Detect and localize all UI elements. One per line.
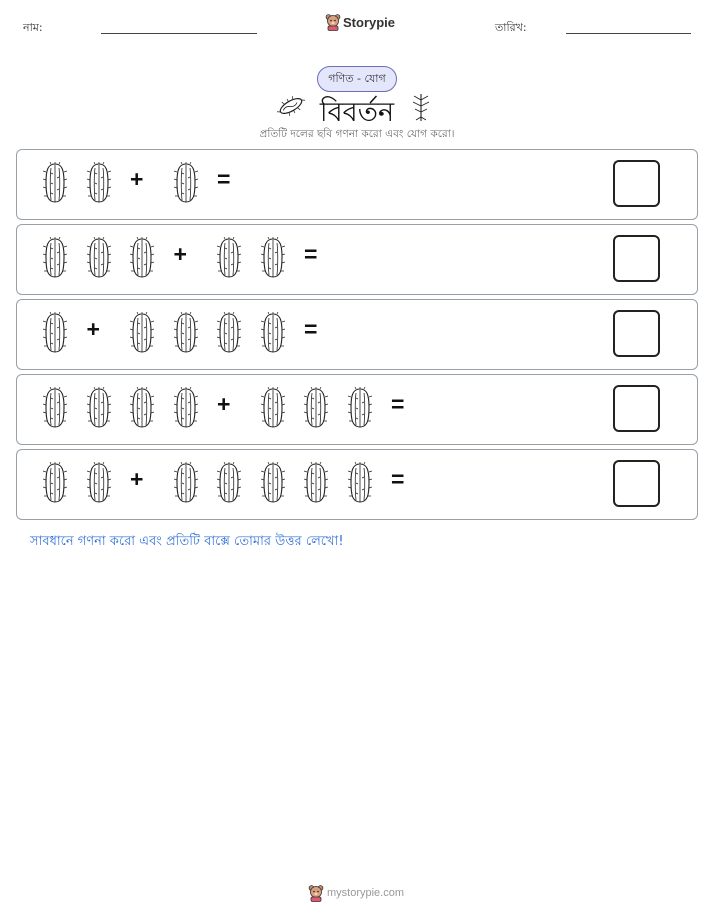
cactus-icon <box>87 462 111 504</box>
cactus-icon <box>87 162 111 204</box>
problem-list <box>16 149 698 524</box>
cactus-icon <box>43 462 67 504</box>
answer-box[interactable] <box>613 160 660 207</box>
problem-row <box>16 449 698 520</box>
cactus-item <box>87 462 111 508</box>
date-line[interactable] <box>566 33 691 34</box>
answer-box[interactable] <box>613 235 660 282</box>
cactus-icon <box>130 387 154 429</box>
cactus-item <box>130 312 154 358</box>
equals-sign: = <box>391 391 405 417</box>
cactus-item <box>43 237 67 283</box>
cactus-icon <box>130 237 154 279</box>
cactus-icon <box>174 387 198 429</box>
cactus-item <box>43 312 67 358</box>
cactus-item <box>43 162 67 208</box>
cactus-icon <box>304 462 328 504</box>
equals-sign: = <box>304 316 318 342</box>
cactus-item <box>174 462 198 508</box>
problem-row <box>16 374 698 445</box>
problem-row <box>16 299 698 370</box>
problem-row <box>16 149 698 220</box>
cactus-icon <box>261 237 285 279</box>
bear-logo-icon <box>325 13 341 31</box>
cactus-icon <box>348 387 372 429</box>
cactus-icon <box>43 162 67 204</box>
cactus-icon <box>261 462 285 504</box>
cactus-item <box>87 237 111 283</box>
answer-box[interactable] <box>613 310 660 357</box>
equals-sign: = <box>217 166 231 192</box>
cactus-item <box>87 387 111 433</box>
plus-sign: + <box>173 241 187 267</box>
date-label: তারিখ: <box>495 21 527 34</box>
cactus-item <box>87 162 111 208</box>
cactus-item <box>174 162 198 208</box>
footer <box>308 884 404 902</box>
cactus-icon <box>43 312 67 354</box>
cactus-icon <box>43 237 67 279</box>
answer-box[interactable] <box>613 385 660 432</box>
cactus-item <box>174 387 198 433</box>
cactus-item <box>261 237 285 283</box>
cactus-icon <box>130 312 154 354</box>
cactus-item <box>304 387 328 433</box>
cactus-item <box>261 312 285 358</box>
equals-sign: = <box>304 241 318 267</box>
cactus-icon <box>174 162 198 204</box>
cactus-icon <box>217 312 241 354</box>
cactus-icon <box>43 387 67 429</box>
worksheet-title: বিবর্তন <box>319 97 395 128</box>
cactus-item <box>261 387 285 433</box>
answer-box[interactable] <box>613 460 660 507</box>
footer-note: সাবধানে গণনা করো এবং প্রতিটি বাক্সে তোমার উত্তর লেখো! <box>30 534 344 549</box>
instruction-text: প্রতিটি দলের ছবি গণনা করো এবং যোগ করো। <box>259 128 455 140</box>
name-line[interactable] <box>101 33 257 34</box>
plus-sign: + <box>130 466 144 492</box>
plus-sign: + <box>86 316 100 342</box>
cactus-icon <box>217 237 241 279</box>
cactus-icon <box>304 387 328 429</box>
brand-logo <box>325 13 395 31</box>
cactus-icon <box>261 387 285 429</box>
problem-row <box>16 224 698 295</box>
cactus-item <box>261 462 285 508</box>
cactus-item <box>348 387 372 433</box>
equals-sign: = <box>391 466 405 492</box>
cactus-item <box>43 462 67 508</box>
cactus-item <box>130 237 154 283</box>
topic-badge: গণিত - যোগ <box>317 66 397 92</box>
cactus-icon <box>174 462 198 504</box>
cactus-icon <box>348 462 372 504</box>
cactus-item <box>348 462 372 508</box>
bear-logo-icon <box>308 884 324 902</box>
plus-sign: + <box>130 166 144 192</box>
name-label: নাম: <box>23 21 43 34</box>
brand-name: Storypie <box>343 14 396 30</box>
cactus-item <box>43 387 67 433</box>
cactus-icon <box>174 312 198 354</box>
cactus-item <box>130 387 154 433</box>
cactus-item <box>217 312 241 358</box>
plus-sign: + <box>217 391 231 417</box>
cactus-item <box>304 462 328 508</box>
cactus-icon <box>87 387 111 429</box>
cactus-item <box>174 312 198 358</box>
seaweed-icon <box>409 92 433 122</box>
cactus-item <box>217 237 241 283</box>
cactus-icon <box>87 237 111 279</box>
cactus-icon <box>261 312 285 354</box>
cactus-item <box>217 462 241 508</box>
cactus-icon <box>217 462 241 504</box>
footer-url[interactable]: mystorypie.com <box>327 887 405 899</box>
